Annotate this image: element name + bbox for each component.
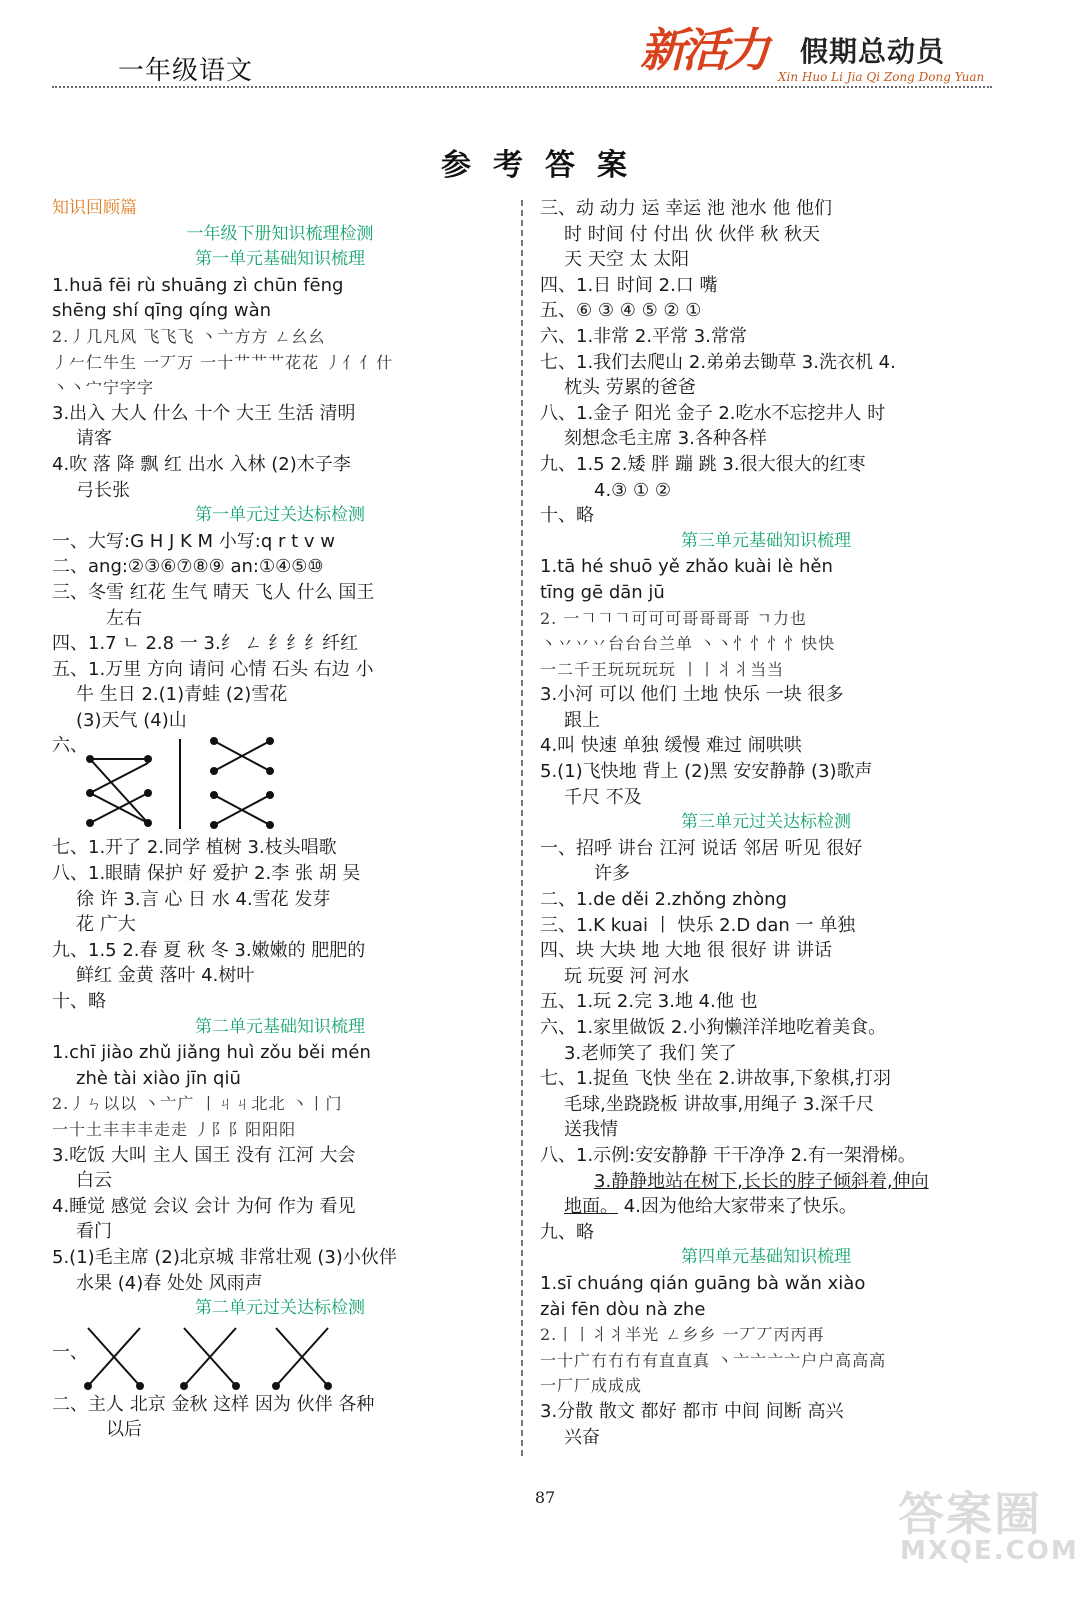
answer-line: 千尺 不及	[564, 786, 642, 808]
answer-line: 刻想念毛主席 3.各种各样	[564, 428, 767, 450]
answer-line: 四、1.7 ㄴ 2.8 一 3.纟 ㄥ 纟纟纟纤红	[52, 633, 359, 655]
answer-line	[540, 1194, 992, 1220]
answer-line: 4.吹 落 降 飘 红 出水 入林 (2)木子李	[52, 453, 351, 475]
answer-line: 十、略	[52, 991, 106, 1013]
match-dot	[266, 767, 274, 775]
match-dot	[210, 791, 218, 799]
answer-line: 5.(1)毛主席 (2)北京城 非常壮观 (3)小伙伴	[52, 1246, 397, 1268]
answer-line: 看门	[76, 1221, 112, 1243]
answer-line: 1.chī jiào zhǔ jiǎng huì zǒu běi mén	[52, 1042, 371, 1064]
page-title: 参考答案	[441, 148, 649, 183]
answer-line: 4.③ ① ②	[594, 479, 672, 501]
answer-line: 花 广大	[76, 914, 136, 936]
answer-line: 3.小河 可以 他们 土地 快乐 一块 很多	[540, 684, 844, 706]
answer-line: 弓长张	[76, 479, 130, 501]
logo-pinyin: Xin Huo Li Jia Qi Zong Dong Yuan	[778, 70, 985, 84]
match-dot	[266, 821, 274, 829]
answer-line: 白云	[76, 1170, 112, 1192]
answer-line: 牛 生日 2.(1)青蛙 (2)雪花	[76, 684, 288, 706]
match-dot	[210, 767, 218, 775]
match-dot	[266, 791, 274, 799]
answer-line: 3.出入 大人 什么 十个 大王 生活 清明	[52, 402, 356, 424]
answer-line: 许多	[594, 863, 630, 885]
answer-line: 十、略	[540, 505, 594, 527]
header-divider	[52, 86, 992, 88]
stroke-order-line: 丶丷丷丷台台台兰单 丶丶忄忄忄忄快快	[540, 634, 836, 654]
answer-line: 四、块 大块 地 大地 很 很好 讲 讲话	[540, 940, 833, 962]
watermark-logo	[898, 1478, 1079, 1578]
match-dot	[86, 755, 94, 763]
matching-diagram-one	[52, 1322, 508, 1392]
stroke-order-line: 2.丨丨丬丬半光 ㄥ乡乡 一丆丆丙丙再	[540, 1325, 825, 1345]
section-heading: 第四单元基础知识梳理	[681, 1247, 851, 1268]
answer-line: 三、1.K kuai 丨 快乐 2.D dan 一 单独	[540, 914, 856, 936]
answer-line: 三、动 动力 运 幸运 池 池水 他 他们	[540, 198, 833, 219]
answer-line: 九、略	[540, 1221, 594, 1243]
answer-line: 3.吃饭 大叫 主人 国王 没有 江河 大会	[52, 1144, 356, 1166]
answer-line: 3.分散 散文 都好 都市 中间 间断 高兴	[540, 1400, 844, 1422]
section-heading: 第一单元基础知识梳理	[195, 249, 365, 270]
question-label: 一、	[52, 1341, 88, 1363]
answer-line: 五、⑥ ③ ④ ⑤ ② ①	[540, 300, 702, 322]
match-dot	[144, 755, 152, 763]
matching-diagram-six	[52, 733, 508, 835]
answer-line: 四、1.日 时间 2.口 嘴	[540, 274, 718, 296]
answer-line: 1.huā fēi rù shuāng zì chūn fēng	[52, 274, 344, 296]
section-heading: 第三单元基础知识梳理	[681, 530, 851, 551]
answer-line: 七、1.我们去爬山 2.弟弟去锄草 3.洗衣机 4.	[540, 351, 896, 373]
answer-line: 兴奋	[564, 1426, 600, 1448]
match-dot	[136, 1382, 144, 1390]
answer-line: zhè tài xiào jīn qiū	[76, 1067, 241, 1089]
answer-line: 八、1.眼睛 保护 好 爱护 2.李 张 胡 吴	[52, 863, 361, 885]
answer-line: 徐 许 3.言 心 日 水 4.雪花 发芽	[76, 888, 331, 910]
answer-line: 以后	[106, 1419, 142, 1441]
match-dot	[86, 819, 94, 827]
answer-line: 左右	[106, 607, 142, 629]
answer-line: 五、1.万里 方向 请问 心情 石头 右边 小	[52, 658, 374, 680]
match-dot	[266, 737, 274, 745]
stroke-order-line: 丿𠂉仁牛生 一丆万 一十艹艹艹花花 丿亻亻什	[52, 352, 394, 372]
answer-line: 八、1.示例:安安静静 干干净净 2.有一架滑梯。	[540, 1144, 916, 1166]
matching-lines	[52, 733, 292, 833]
answer-line: 玩 玩耍 河 河水	[564, 965, 690, 987]
answer-line: 八、1.金子 阳光 金子 2.吃水不忘挖井人 时	[540, 402, 886, 424]
answer-line: 六、1.家里做饭 2.小狗懒洋洋地吃着美食。	[540, 1017, 887, 1038]
answer-line: 送我情	[564, 1119, 618, 1141]
answer-line: (3)天气 (4)山	[76, 709, 187, 731]
left-column	[52, 196, 508, 1443]
answer-line: tīng gē dān jū	[540, 581, 665, 603]
stroke-order-line: 2. 一𠃍𠃍𠃍可可可哥哥哥哥 ㄱ力也	[540, 608, 807, 628]
match-dot	[180, 1382, 188, 1390]
underlined-answer: 地面。	[564, 1196, 618, 1218]
stroke-order-line: 2.丿几凡风 飞飞飞 丶亠方方 ㄥ幺幺	[52, 326, 326, 346]
answer-line: 二、ang:②③⑥⑦⑧⑨ an:①④⑤⑩	[52, 556, 324, 578]
answer-line: 天 天空 太 太阳	[564, 249, 690, 271]
answer-line: 4.睡觉 感觉 会议 会计 为何 作为 看见	[52, 1195, 356, 1217]
section-heading: 一年级下册知识梳理检测	[186, 223, 374, 244]
answer-line: 跟上	[564, 709, 600, 731]
match-dot	[232, 1382, 240, 1390]
answer-line: 一、招呼 讲台 江河 说话 邻居 听见 很好	[540, 837, 863, 859]
section-heading: 第二单元过关达标检测	[195, 1298, 365, 1319]
answer-line: 七、1.开了 2.同学 植树 3.枝头唱歌	[52, 837, 337, 859]
section-heading: 第二单元基础知识梳理	[195, 1016, 365, 1037]
right-column	[540, 196, 992, 1450]
stroke-order-line: 2.丿ㄣ以以 丶亠广 丨ㄐㄐ北北 丶丨门	[52, 1094, 343, 1114]
page-number: 87	[534, 1488, 556, 1507]
answer-line: shēng shí qīng qíng wàn	[52, 300, 272, 322]
answer-line: 1.tā hé shuō yě zhǎo kuài lè hěn	[540, 556, 833, 578]
answer-line: 枕头 劳累的爸爸	[564, 377, 696, 399]
answer-line: 九、1.5 2.矮 胖 蹦 跳 3.很大很大的红枣	[540, 453, 866, 475]
answer-line: 1.sī chuáng qián guāng bà wǎn xiào	[540, 1272, 866, 1294]
answer-line: 时 时间 付 付出 伙 伙伴 秋 秋天	[564, 223, 821, 245]
match-dot	[86, 789, 94, 797]
match-dot	[210, 737, 218, 745]
page-header	[0, 0, 1090, 90]
match-dot	[144, 789, 152, 797]
section-heading: 第一单元过关达标检测	[195, 505, 365, 526]
answer-line: 五、1.玩 2.完 3.地 4.他 也	[540, 991, 758, 1013]
stroke-order-line: 一厂厂成成成	[540, 1376, 643, 1396]
logo-title: 假期总动员	[800, 35, 946, 68]
matching-lines	[52, 1322, 352, 1392]
answer-line: 毛球,坐跷跷板 讲故事,用绳子 3.深千尺	[564, 1093, 875, 1115]
answer-line: 二、1.de děi 2.zhǒng zhòng	[540, 889, 787, 911]
logo-brush-text: 新活力	[640, 23, 766, 77]
stroke-order-line: 一十广冇冇冇有直直真 丶亠亠亠亠户户高高高	[540, 1350, 887, 1370]
grade-label: 一年级语文	[118, 56, 254, 86]
answer-line: 3.老师笑了 我们 笑了	[564, 1042, 737, 1064]
column-divider	[521, 200, 523, 1456]
answer-line: 七、1.捉鱼 飞快 坐在 2.讲故事,下象棋,打羽	[540, 1068, 891, 1090]
match-dot	[144, 819, 152, 827]
answer-line: 三、冬雪 红花 生气 晴天 飞人 什么 国王	[52, 581, 375, 603]
stroke-order-line: 一十土丰丰丰走走 丿阝阝阳阳阳	[52, 1120, 297, 1139]
answer-line: 5.(1)飞快地 背上 (2)黑 安安静静 (3)歌声	[540, 761, 873, 783]
match-dot	[272, 1382, 280, 1390]
match-dot	[210, 821, 218, 829]
match-dot	[324, 1382, 332, 1390]
section-heading: 第三单元过关达标检测	[681, 812, 851, 833]
underlined-answer-line: 3.静静地站在树下,长长的脖子倾斜着,伸向	[594, 1170, 929, 1192]
answer-line: zài fēn dòu nà zhe	[540, 1298, 706, 1320]
answer-text: 4.因为他给大家带来了快乐。	[618, 1196, 857, 1218]
brand-logo	[640, 14, 990, 86]
answer-line: 请客	[76, 428, 112, 450]
answer-line: 一、大写:G H J K M 小写:q r t v w	[52, 530, 336, 552]
answer-line: 鲜红 金黄 落叶 4.树叶	[76, 965, 255, 987]
question-label: 六、	[52, 735, 88, 757]
watermark-url: MXQE.COM	[900, 1536, 1079, 1566]
match-dot	[84, 1382, 92, 1390]
part-heading: 知识回顾篇	[52, 198, 137, 218]
watermark-text: 答案圈	[898, 1487, 1042, 1541]
stroke-order-line: 丶丶宀宁字字	[52, 378, 155, 398]
answer-line: 水果 (4)春 处处 风雨声	[76, 1272, 263, 1294]
answer-line: 九、1.5 2.春 夏 秋 冬 3.嫩嫩的 肥肥的	[52, 939, 366, 961]
answer-line: 二、主人 北京 金秋 这样 因为 伙伴 各种	[52, 1393, 375, 1415]
answer-line: 4.叫 快速 单独 缓慢 难过 闹哄哄	[540, 735, 802, 757]
answer-line: 六、1.非常 2.平常 3.常常	[540, 325, 747, 347]
stroke-order-line: 一二千王玩玩玩玩 丨丨丬丬当当	[540, 659, 785, 679]
